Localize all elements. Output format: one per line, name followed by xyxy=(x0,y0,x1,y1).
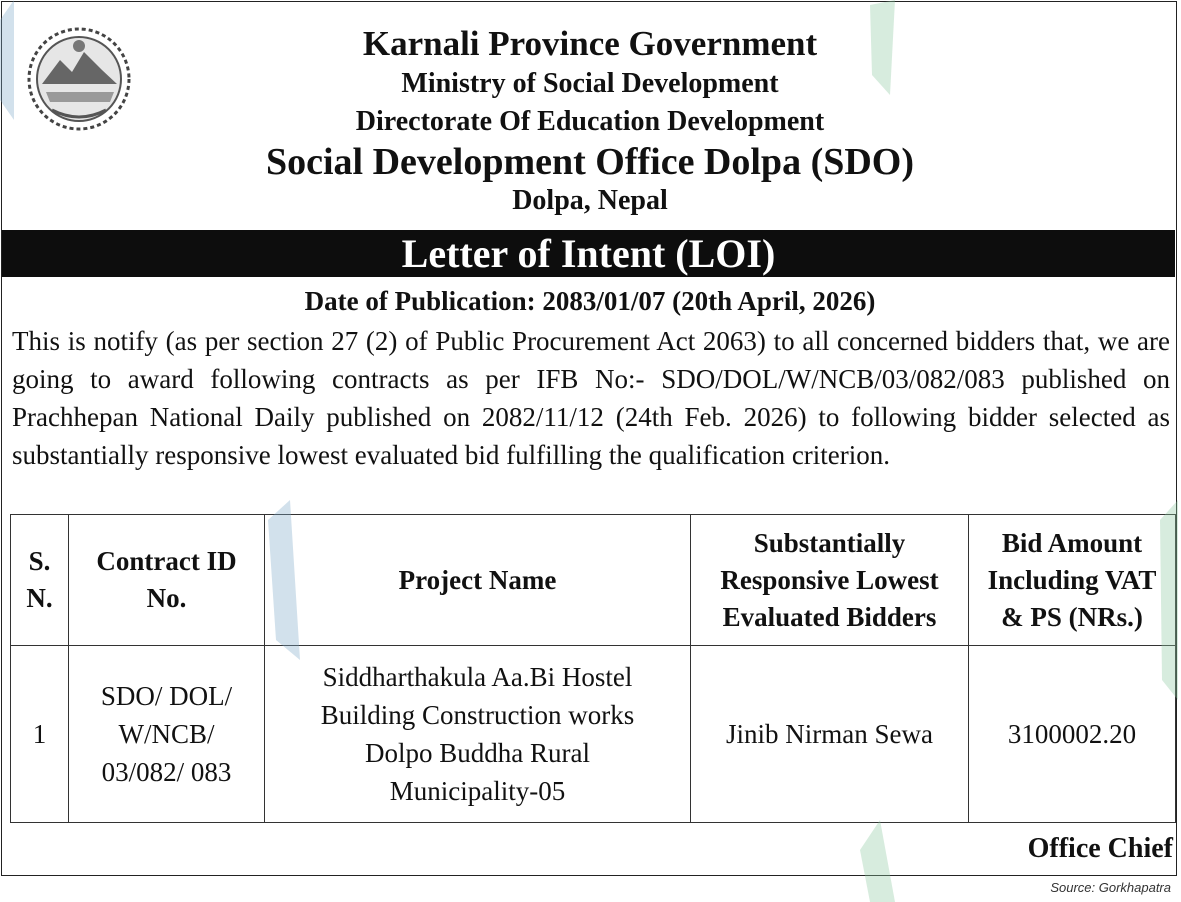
cell-bid-amount: 3100002.20 xyxy=(969,646,1176,823)
source-credit: Source: Gorkhapatra xyxy=(1050,880,1171,895)
location-heading: Dolpa, Nepal xyxy=(512,185,668,216)
col-bid-amount: Bid Amount Including VAT & PS (NRs.) xyxy=(969,515,1176,646)
notice-title: Letter of Intent (LOI) xyxy=(2,230,1175,277)
col-contract-id: Contract ID No. xyxy=(69,515,265,646)
cell-contract-id: SDO/ DOL/ W/NCB/ 03/082/ 083 xyxy=(69,646,265,823)
cell-sn: 1 xyxy=(11,646,69,823)
table-header-row xyxy=(11,515,1176,646)
table-row xyxy=(11,646,1176,823)
office-heading: Social Development Office Dolpa (SDO) xyxy=(265,141,915,183)
notice-body: This is notify (as per section 27 (2) of Public Procurement Act 2063) to all concerned bidders that, we are going to award following contracts as per IFB No:- SDO/DOL/W/NCB/03/082/083 published on Prachhepan National Daily published on 2082/11/12 (24th Feb. 2026) to following bidder selected as substantially responsive lowest evaluated bid fulfilling the qualification criterion. xyxy=(12,326,1170,470)
col-bidder: Substantially Responsive Lowest Evaluated Bidders xyxy=(691,515,969,646)
cell-bidder: Jinib Nirman Sewa xyxy=(691,646,969,823)
col-project-name: Project Name xyxy=(265,515,691,646)
government-heading: Karnali Province Government xyxy=(362,24,818,63)
signatory: Office Chief xyxy=(1027,833,1173,864)
cell-project-name: Siddharthakula Aa.Bi Hostel Building Construction works Dolpo Buddha Rural Municipality-05 xyxy=(265,646,691,823)
directorate-heading: Directorate Of Education Development xyxy=(355,106,825,137)
publication-date: Date of Publication: 2083/01/07 (20th April, 2026) xyxy=(304,286,876,316)
contracts-table xyxy=(10,514,1176,823)
col-sn: S. N. xyxy=(11,515,69,646)
ministry-heading: Ministry of Social Development xyxy=(401,68,779,99)
